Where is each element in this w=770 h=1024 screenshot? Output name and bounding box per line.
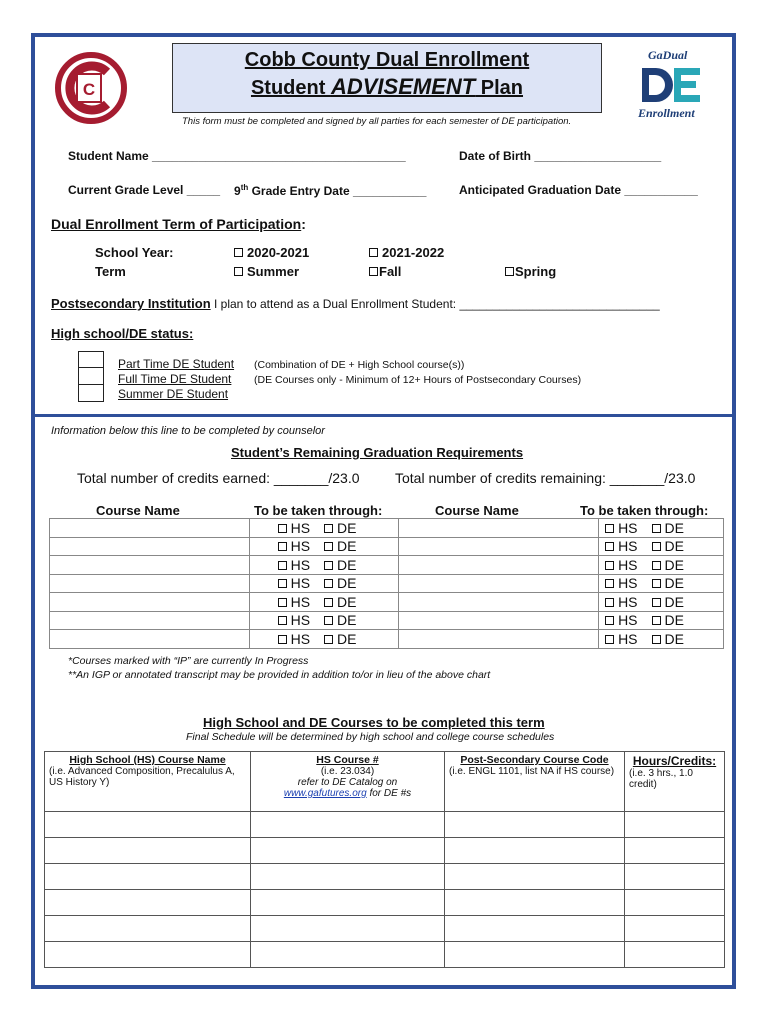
column-course-name-right: Course Name <box>435 503 519 518</box>
requirement-row <box>50 611 724 630</box>
checkbox-icon <box>652 542 661 551</box>
column-taken-through-left: To be taken through: <box>254 503 383 518</box>
hs-de-options[interactable]: HS DE <box>249 519 399 538</box>
checkbox-icon <box>324 616 333 625</box>
term-cell[interactable] <box>625 864 725 890</box>
term-courses-heading: High School and DE Courses to be completed this term <box>203 715 545 730</box>
course-name-cell[interactable] <box>399 556 599 575</box>
term-cell[interactable] <box>625 916 725 942</box>
term-summer-option[interactable]: Summer <box>234 264 299 279</box>
checkbox-icon <box>369 267 378 276</box>
term-cell[interactable] <box>251 838 445 864</box>
course-name-cell[interactable] <box>399 537 599 556</box>
col-hs-course-number: HS Course # (i.e. 23.034) refer to DE Catalog on www.gafutures.org for DE #s <box>251 752 445 812</box>
status-checkbox-full-time[interactable] <box>78 368 104 385</box>
term-spring-option[interactable]: Spring <box>505 264 556 279</box>
course-name-cell[interactable] <box>50 630 250 649</box>
hs-de-options[interactable]: HS DE <box>249 593 399 612</box>
col-hours-credits: Hours/Credits: (i.e. 3 hrs., 1.0 credit) <box>625 752 725 812</box>
checkbox-icon <box>324 579 333 588</box>
term-cell[interactable] <box>445 890 625 916</box>
hs-de-options[interactable]: HS DE <box>249 556 399 575</box>
hs-de-options[interactable]: HS DE <box>249 630 399 649</box>
credits-remaining-field[interactable]: Total number of credits remaining: _______/23.0 <box>395 470 696 486</box>
term-cell[interactable] <box>445 916 625 942</box>
status-note-full-time: (DE Courses only - Minimum of 12+ Hours of Postsecondary Courses) <box>254 374 582 386</box>
year-2021-2022-option[interactable]: 2021-2022 <box>369 245 444 260</box>
checkbox-icon <box>505 267 514 276</box>
requirement-row <box>50 574 724 593</box>
checkbox-icon <box>324 598 333 607</box>
checkbox-icon <box>324 542 333 551</box>
checkbox-icon <box>278 635 287 644</box>
counselor-divider <box>31 414 736 417</box>
checkbox-icon <box>324 561 333 570</box>
page-title-line2: Student ADVISEMENT Plan <box>250 74 524 99</box>
term-cell[interactable] <box>251 916 445 942</box>
hs-de-options[interactable]: HS DE <box>599 630 724 649</box>
checkbox-icon <box>234 248 243 257</box>
checkbox-icon <box>605 579 614 588</box>
term-cell[interactable] <box>445 812 625 838</box>
term-courses-table <box>44 751 725 968</box>
term-cell[interactable] <box>445 838 625 864</box>
checkbox-icon <box>278 616 287 625</box>
hs-de-options[interactable]: HS DE <box>249 611 399 630</box>
course-name-cell[interactable] <box>50 593 250 612</box>
course-name-cell[interactable] <box>50 556 250 575</box>
page-title: Cobb County Dual Enrollment <box>244 49 530 71</box>
hs-de-options[interactable]: HS DE <box>249 574 399 593</box>
graduation-date-field[interactable]: Anticipated Graduation Date ___________ <box>459 183 698 197</box>
gafutures-link[interactable]: www.gafutures.org <box>283 788 367 799</box>
course-name-cell[interactable] <box>399 611 599 630</box>
checkbox-icon <box>605 598 614 607</box>
term-fall-option[interactable]: Fall <box>369 264 401 279</box>
term-cell[interactable] <box>251 942 445 968</box>
status-part-time-label: Part Time DE Student <box>118 357 235 371</box>
checkbox-icon <box>234 267 243 276</box>
postsecondary-institution-field[interactable]: Postsecondary Institution I plan to attend as a Dual Enrollment Student: ______________________________ <box>51 296 660 311</box>
status-summer-label: Summer DE Student <box>118 387 229 401</box>
status-heading: High school/DE status: <box>51 326 194 341</box>
status-note-part-time: (Combination of DE + High School course(s)) <box>254 359 465 371</box>
logo-gadual-text: GaDual <box>648 48 688 62</box>
term-cell[interactable] <box>625 812 725 838</box>
hs-de-options[interactable]: HS DE <box>249 537 399 556</box>
term-cell[interactable] <box>45 890 251 916</box>
checkbox-icon <box>605 616 614 625</box>
checkbox-icon <box>278 579 287 588</box>
hs-de-options[interactable]: HS DE <box>599 519 724 538</box>
checkbox-icon <box>652 524 661 533</box>
student-name-field[interactable]: Student Name ______________________________________ <box>68 149 406 163</box>
term-cell[interactable] <box>251 890 445 916</box>
status-checkbox-summer[interactable] <box>78 385 104 402</box>
status-checkbox-part-time[interactable] <box>78 351 104 368</box>
checkbox-icon <box>652 598 661 607</box>
term-cell[interactable] <box>45 942 251 968</box>
requirement-row <box>50 519 724 538</box>
term-cell[interactable] <box>625 890 725 916</box>
course-name-cell[interactable] <box>399 519 599 538</box>
requirements-table <box>49 518 724 649</box>
counselor-note: Information below this line to be completed by counselor <box>51 425 325 437</box>
checkbox-icon <box>324 635 333 644</box>
course-name-cell[interactable] <box>50 519 250 538</box>
checkbox-icon <box>278 524 287 533</box>
column-taken-through-right: To be taken through: <box>580 503 709 518</box>
hs-de-options[interactable]: HS DE <box>599 556 724 575</box>
term-cell[interactable] <box>45 864 251 890</box>
footnote-igp: **An IGP or annotated transcript may be provided in addition to/or in lieu of the above chart <box>68 669 491 681</box>
requirement-row <box>50 630 724 649</box>
term-cell[interactable] <box>625 942 725 968</box>
col-postsecondary-code: Post-Secondary Course Code (i.e. ENGL 1101, list NA if HS course) <box>445 752 625 812</box>
requirement-row <box>50 593 724 612</box>
term-cell[interactable] <box>445 942 625 968</box>
col-hs-course-name: High School (HS) Course Name (i.e. Advanced Composition, Precalulus A, US History Y) <box>45 752 251 812</box>
checkbox-icon <box>605 561 614 570</box>
requirement-row <box>50 537 724 556</box>
term-courses-subheading: Final Schedule will be determined by high school and college course schedules <box>186 731 555 743</box>
logo-enrollment-text: Enrollment <box>638 106 695 120</box>
term-cell[interactable] <box>445 864 625 890</box>
school-year-label: School Year: <box>95 245 174 260</box>
term-cell[interactable] <box>625 838 725 864</box>
course-name-cell[interactable] <box>399 630 599 649</box>
hs-de-options[interactable]: HS DE <box>599 611 724 630</box>
checkbox-icon <box>278 598 287 607</box>
title-box <box>172 43 602 113</box>
year-2020-2021-option[interactable]: 2020-2021 <box>234 245 309 260</box>
course-name-cell[interactable] <box>399 574 599 593</box>
gadual-enrollment-logo <box>632 48 716 126</box>
hs-de-options[interactable]: HS DE <box>599 574 724 593</box>
logo-letter: C <box>82 80 96 99</box>
checkbox-icon <box>278 542 287 551</box>
term-cell[interactable] <box>45 838 251 864</box>
requirement-row <box>50 556 724 575</box>
hs-de-options[interactable]: HS DE <box>599 593 724 612</box>
checkbox-icon <box>278 561 287 570</box>
checkbox-icon <box>605 635 614 644</box>
term-cell[interactable] <box>45 812 251 838</box>
term-cell[interactable] <box>251 864 445 890</box>
requirements-heading: Student’s Remaining Graduation Requirements <box>231 445 524 460</box>
checkbox-icon <box>652 561 661 570</box>
checkbox-icon <box>605 524 614 533</box>
course-name-cell[interactable] <box>50 611 250 630</box>
current-grade-field[interactable]: Current Grade Level _____ <box>68 183 221 197</box>
checkbox-icon <box>605 542 614 551</box>
cobb-county-logo <box>55 52 127 124</box>
footnote-in-progress: *Courses marked with “IP” are currently In Progress <box>68 655 309 667</box>
date-of-birth-field[interactable]: Date of Birth ___________________ <box>459 149 662 163</box>
course-name-cell[interactable] <box>50 574 250 593</box>
checkbox-icon <box>324 524 333 533</box>
grade-entry-date-field[interactable]: 9th Grade Entry Date ___________ <box>234 183 427 198</box>
column-course-name-left: Course Name <box>96 503 180 518</box>
term-cell[interactable] <box>251 812 445 838</box>
term-heading: Dual Enrollment Term of Participation: <box>51 216 306 232</box>
checkbox-icon <box>369 248 378 257</box>
form-instructions: This form must be completed and signed by all parties for each semester of DE participation. <box>182 116 572 127</box>
de-icon <box>640 66 704 104</box>
credits-earned-field[interactable]: Total number of credits earned: _______/23.0 <box>77 470 360 486</box>
course-name-cell[interactable] <box>399 593 599 612</box>
checkbox-icon <box>652 635 661 644</box>
status-full-time-label: Full Time DE Student <box>118 372 232 386</box>
checkbox-icon <box>652 579 661 588</box>
hs-de-options[interactable]: HS DE <box>599 537 724 556</box>
term-label: Term <box>95 264 126 279</box>
course-name-cell[interactable] <box>50 537 250 556</box>
term-cell[interactable] <box>45 916 251 942</box>
checkbox-icon <box>652 616 661 625</box>
